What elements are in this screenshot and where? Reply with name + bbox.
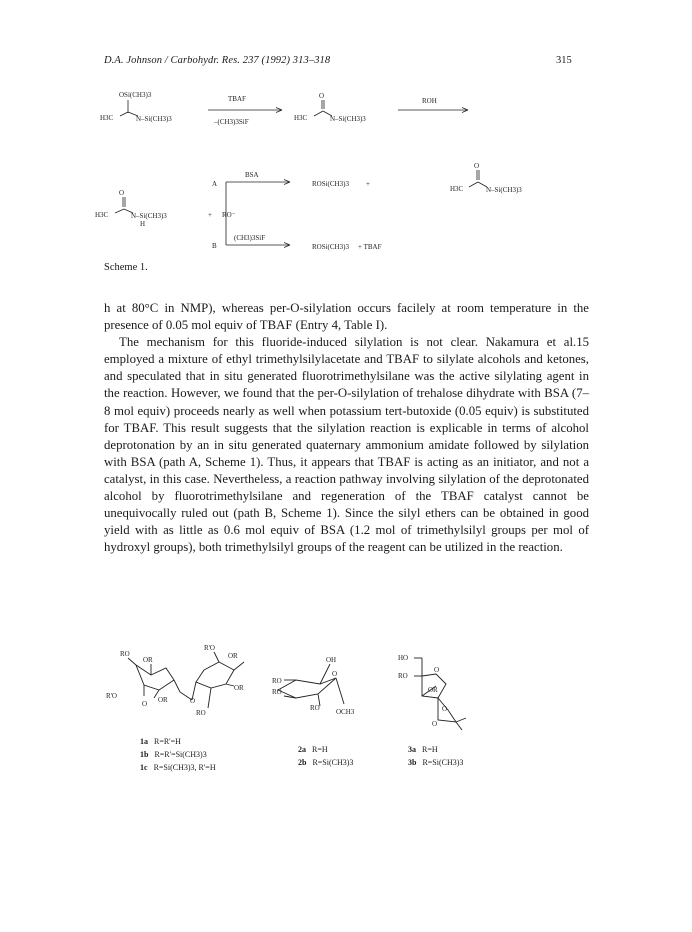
or-label: OR bbox=[158, 696, 168, 704]
reagent-bsa: BSA bbox=[245, 171, 259, 179]
h-label: H bbox=[140, 220, 146, 228]
scheme-1-diagram bbox=[95, 80, 600, 280]
o-label: O bbox=[319, 92, 325, 100]
r1o-label: R'O bbox=[204, 644, 215, 652]
paragraph: The mechanism for this fluoride-induced silylation is not clear. Nakamura et al.15 employed a mixture of ethyl trimethylsilylacetate and TBAF to silylate alcohols and ketones, and speculated that in situ generated fluorotrimethylsilane was the active silylating agent in the reaction. However, we found that the per-O-silylation of trehalose dihydrate with BSA (7–8 mol equiv) proceeds nearly as well when potassium tert-butoxide (0.05 equiv) is substituted for TBAF. This result suggests that the silylation reaction is explicable in terms of alcohol deprotonation by an in situ generated quaternary ammonium amidate followed by silylation with BSA (path A, Scheme 1). Thus, it appears that TBAF is acting as an initiator, and not a catalyst, in this case. Nevertheless, a reaction pathway involving silylation of the deprotonated alcohol by fluorotrimethylsilane and regeneration of the TBAF catalyst cannot be unequivocally ruled out (path B, Scheme 1). Since the silyl ethers can be obtained in good yield with as little as 0.6 mol equiv of BSA (1.2 mol of trimethylsilyl groups per mol of hydroxyl groups), both trimethylsilyl groups of the reagent can be utilized in the reaction. bbox=[104, 335, 589, 555]
page-number: 315 bbox=[556, 55, 572, 66]
reagent-tmsf: (CH3)3SiF bbox=[234, 234, 266, 242]
byproduct-tmsf: –(CH3)3SiF bbox=[214, 118, 249, 126]
ro-label: RO bbox=[272, 677, 282, 685]
compound-1-labels bbox=[140, 735, 216, 774]
plus-sign: + bbox=[366, 180, 370, 188]
compound-label: 1a R=R'=H bbox=[140, 737, 181, 746]
compound-label: 1c R=Si(CH3)3, R'=H bbox=[140, 763, 216, 772]
reagent-roh: ROH bbox=[422, 97, 437, 105]
product-tbaf: + TBAF bbox=[358, 243, 382, 251]
compound-label: 2a R=H bbox=[298, 745, 328, 754]
o-label: O bbox=[442, 705, 448, 713]
compound-label: 1b R=R'=Si(CH3)3 bbox=[140, 750, 207, 759]
reagent-tbaf: TBAF bbox=[228, 95, 246, 103]
o-label: O bbox=[432, 720, 438, 728]
or-label: OR bbox=[228, 652, 238, 660]
h3c-label: H3C bbox=[100, 114, 114, 122]
ro-label: RO bbox=[398, 672, 408, 680]
or-label: OR bbox=[234, 684, 244, 692]
or-label: OR bbox=[428, 686, 438, 694]
o-label: O bbox=[142, 700, 148, 708]
och3-label: OCH3 bbox=[336, 708, 355, 716]
nsi-label: N–Si(CH3)3 bbox=[131, 212, 167, 220]
compound-label: 3a R=H bbox=[408, 745, 438, 754]
osi-label: OSi(CH3)3 bbox=[119, 91, 152, 99]
compound-label: 2b R=Si(CH3)3 bbox=[298, 758, 354, 767]
path-a-label: A bbox=[212, 180, 218, 188]
o-label: O bbox=[474, 162, 480, 170]
o-label: O bbox=[434, 666, 440, 674]
alkoxide-label: RO⁻ bbox=[222, 211, 236, 219]
ro-label: RO bbox=[196, 709, 206, 717]
h3c-label: H3C bbox=[294, 114, 308, 122]
scheme-caption: Scheme 1. bbox=[104, 262, 148, 273]
ro-label: RO bbox=[310, 704, 320, 712]
h3c-label: H3C bbox=[95, 211, 109, 219]
running-head: D.A. Johnson / Carbohydr. Res. 237 (1992) 313–318 bbox=[104, 55, 331, 66]
product-rosi: ROSi(CH3)3 bbox=[312, 180, 349, 188]
o-label: O bbox=[332, 670, 338, 678]
paragraph: h at 80°C in NMP), whereas per-O-silylation occurs facilely at room temperature in the presence of 0.05 mol equiv of TBAF (Entry 4, Table I). bbox=[104, 301, 589, 333]
o-label: O bbox=[119, 189, 125, 197]
ho-label: HO bbox=[398, 654, 409, 662]
plus-sign: + bbox=[208, 211, 212, 219]
oh-label: OH bbox=[326, 656, 337, 664]
nsi-label: N–Si(CH3)3 bbox=[486, 186, 522, 194]
compound-3-labels bbox=[408, 743, 463, 769]
ro-label: RO bbox=[120, 650, 130, 658]
compound-label: 3b R=Si(CH3)3 bbox=[408, 758, 464, 767]
body-text bbox=[104, 300, 589, 556]
nsi-label: N–Si(CH3)3 bbox=[330, 115, 366, 123]
product-rosi: ROSi(CH3)3 bbox=[312, 243, 349, 251]
r1o-label: R'O bbox=[106, 692, 117, 700]
structures-figure bbox=[96, 640, 536, 750]
o-label: O bbox=[190, 697, 196, 705]
nsi-label: N–Si(CH3)3 bbox=[136, 115, 172, 123]
compound-2-labels bbox=[298, 743, 353, 769]
path-b-label: B bbox=[212, 242, 217, 250]
or-label: OR bbox=[143, 656, 153, 664]
h3c-label: H3C bbox=[450, 185, 464, 193]
ro-label: RO bbox=[272, 688, 282, 696]
